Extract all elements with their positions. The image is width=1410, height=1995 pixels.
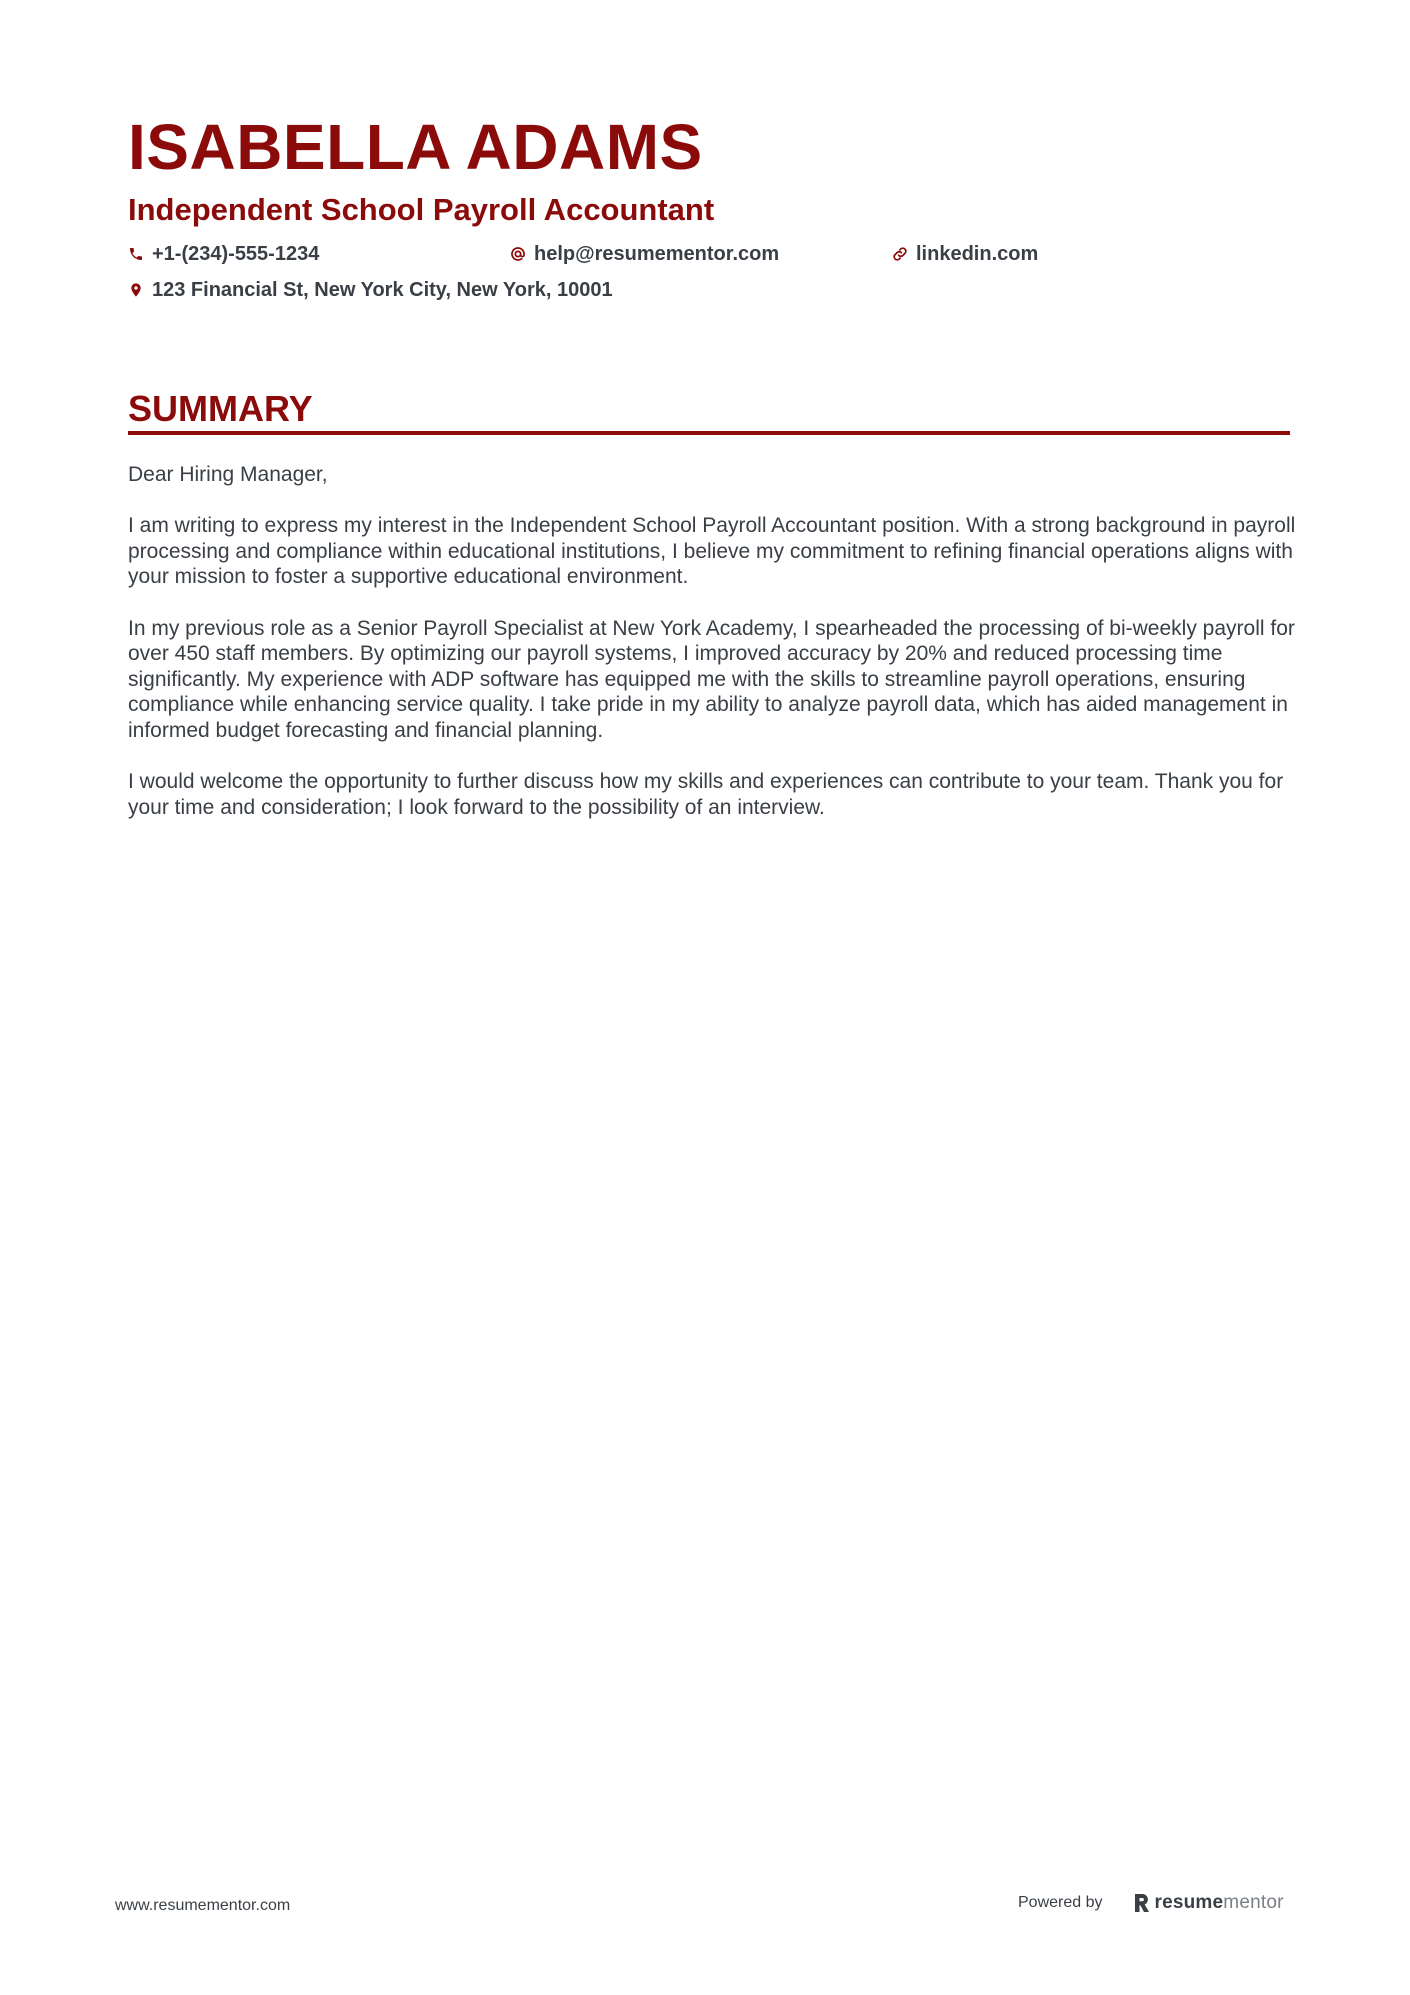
- salutation: Dear Hiring Manager,: [128, 463, 328, 486]
- brand-logo[interactable]: [1133, 1892, 1284, 1914]
- brand-name-bold: resume: [1154, 1892, 1224, 1913]
- location-pin-icon: [128, 282, 144, 298]
- letter-paragraph: In my previous role as a Senior Payroll Specialist at New York Academy, I spearheaded the processing of bi-weekly payroll for over 450 staff members. By optimizing our payroll systems, I improved accuracy by 20% and reduced processing time significantly. My experience with ADP software has equipped me with the skills to streamline payroll operations, ensuring compliance while enhancing service quality. I take pride in my ability to analyze payroll data, which has aided management in informed budget forecasting and financial planning.: [128, 616, 1295, 742]
- footer-branding: [1018, 1892, 1284, 1914]
- summary-heading: SUMMARY: [128, 388, 313, 429]
- brand-name-light: mentor: [1223, 1892, 1284, 1913]
- letter-body: [128, 462, 1298, 846]
- section-divider: [128, 431, 1290, 435]
- candidate-name: ISABELLA ADAMS: [128, 111, 703, 183]
- resumementor-logo-icon: [1133, 1893, 1151, 1913]
- powered-by-label: Powered by: [1018, 1894, 1103, 1911]
- letter-paragraph: I am writing to express my interest in the Independent School Payroll Accountant position. With a strong background in payroll processing and compliance within educational institutions, I believe my commitment to refining financial operations aligns with your mission to foster a supportive educational environment.: [128, 514, 1296, 589]
- phone-icon: [128, 246, 144, 262]
- email-address: help@resumementor.com: [534, 243, 780, 265]
- at-sign-icon: [510, 246, 526, 262]
- job-title: Independent School Payroll Accountant: [128, 192, 715, 227]
- link-icon: [892, 246, 908, 262]
- footer-website[interactable]: www.resumementor.com: [115, 1897, 291, 1914]
- contact-link: [892, 241, 1038, 267]
- address: 123 Financial St, New York City, New York, 10001: [152, 279, 613, 301]
- contact-address: [128, 277, 613, 303]
- phone-number: +1-(234)-555-1234: [152, 243, 320, 265]
- contact-email: [510, 241, 779, 267]
- profile-link: linkedin.com: [916, 243, 1039, 265]
- letter-paragraph: I would welcome the opportunity to further discuss how my skills and experiences can contribute to your team. Thank you for your time and consideration; I look forward to the possibility of an interview.: [128, 770, 1284, 819]
- contact-phone: [128, 241, 319, 267]
